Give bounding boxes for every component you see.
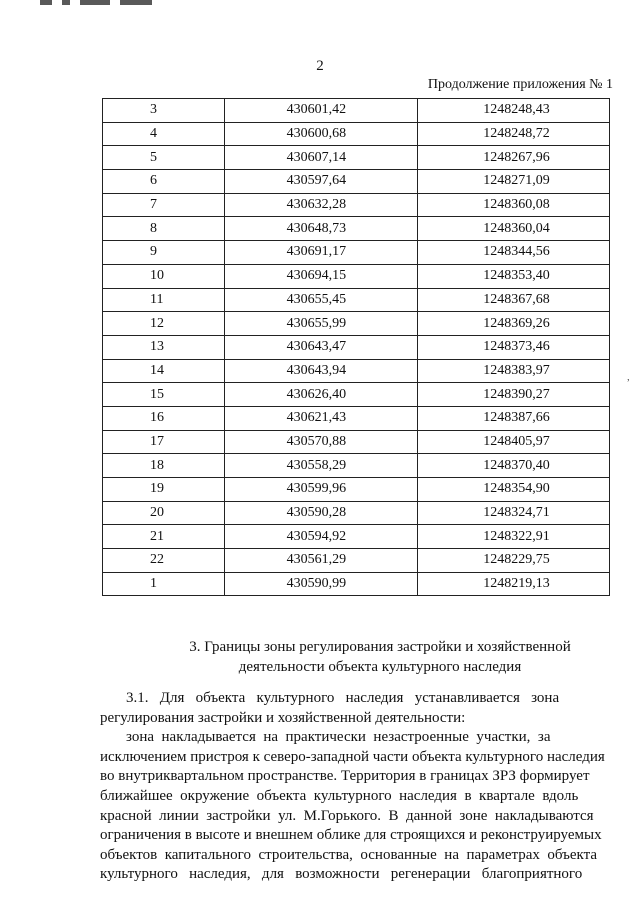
point-number-cell: 21 [103,525,225,549]
point-number-cell: 6 [103,170,225,194]
table-row [103,146,610,170]
y-coordinate-cell: 1248369,26 [418,312,610,336]
x-coordinate-cell: 430655,45 [224,288,418,312]
y-coordinate-cell: 1248248,72 [418,122,610,146]
y-coordinate-cell: 1248405,97 [418,430,610,454]
body-line-3: зона накладывается на практически незастроенные участки, за [126,729,551,746]
point-number-cell: 12 [103,312,225,336]
body-line-7: красной линии застройки ул. М.Горького. В данной зоне накладываются [100,807,594,824]
point-number-cell: 22 [103,549,225,573]
table-row [103,406,610,430]
page-number: 2 [316,58,324,74]
coordinates-table-body [103,99,610,596]
point-number-cell: 13 [103,335,225,359]
x-coordinate-cell: 430597,64 [224,170,418,194]
point-number-cell: 11 [103,288,225,312]
body-line-8: ограничения в высоте и внешнем облике для строящихся и реконструируемых [100,827,602,844]
body-line-2: регулирования застройки и хозяйственной деятельности: [100,709,466,726]
body-line-4: исключением пристроя к северо-западной части объекта культурного наследия [100,748,605,765]
point-number-cell: 4 [103,122,225,146]
table-row [103,430,610,454]
coordinates-table [102,98,610,596]
x-coordinate-cell: 430600,68 [224,122,418,146]
table-row [103,193,610,217]
y-coordinate-cell: 1248370,40 [418,454,610,478]
x-coordinate-cell: 430601,42 [224,99,418,123]
x-coordinate-cell: 430648,73 [224,217,418,241]
point-number-cell: 5 [103,146,225,170]
table-row [103,549,610,573]
point-number-cell: 18 [103,454,225,478]
y-coordinate-cell: 1248367,68 [418,288,610,312]
table-row [103,572,610,596]
x-coordinate-cell: 430558,29 [224,454,418,478]
section-heading [120,637,640,677]
x-coordinate-cell: 430694,15 [224,264,418,288]
y-coordinate-cell: 1248344,56 [418,241,610,265]
x-coordinate-cell: 430626,40 [224,383,418,407]
point-number-cell: 20 [103,501,225,525]
y-coordinate-cell: 1248354,90 [418,478,610,502]
y-coordinate-cell: 1248390,27 [418,383,610,407]
y-coordinate-cell: 1248387,66 [418,406,610,430]
x-coordinate-cell: 430590,99 [224,572,418,596]
y-coordinate-cell: 1248219,13 [418,572,610,596]
body-line-1: 3.1. Для объекта культурного наследия устанавливается зона [126,690,560,706]
table-row [103,525,610,549]
y-coordinate-cell: 1248353,40 [418,264,610,288]
x-coordinate-cell: 430561,29 [224,549,418,573]
body-text [100,689,610,885]
table-row [103,454,610,478]
body-line-5: во внутриквартальном пространстве. Территория в границах ЗРЗ формирует [100,768,590,785]
table-row [103,312,610,336]
table-row [103,241,610,265]
y-coordinate-cell: 1248383,97 [418,359,610,383]
x-coordinate-cell: 430594,92 [224,525,418,549]
y-coordinate-cell: 1248267,96 [418,146,610,170]
y-coordinate-cell: 1248360,08 [418,193,610,217]
point-number-cell: 3 [103,99,225,123]
point-number-cell: 8 [103,217,225,241]
table-row [103,383,610,407]
body-line-10: культурного наследия, для возможности регенерации благоприятного [100,866,583,883]
table-row [103,170,610,194]
y-coordinate-cell: 1248324,71 [418,501,610,525]
x-coordinate-cell: 430621,43 [224,406,418,430]
x-coordinate-cell: 430643,47 [224,335,418,359]
point-number-cell: 16 [103,406,225,430]
section-heading-line-2: деятельности объекта культурного наследия [238,659,522,675]
y-coordinate-cell: 1248271,09 [418,170,610,194]
body-line-9: объектов капитального строительства, основанные на параметрах объекта [100,846,598,863]
y-coordinate-cell: 1248229,75 [418,549,610,573]
x-coordinate-cell: 430590,28 [224,501,418,525]
table-row [103,478,610,502]
y-coordinate-cell: 1248360,04 [418,217,610,241]
point-number-cell: 17 [103,430,225,454]
x-coordinate-cell: 430655,99 [224,312,418,336]
point-number-cell: 7 [103,193,225,217]
table-row [103,264,610,288]
table-row [103,122,610,146]
point-number-cell: 14 [103,359,225,383]
y-coordinate-cell: 1248373,46 [418,335,610,359]
y-coordinate-cell: 1248322,91 [418,525,610,549]
point-number-cell: 15 [103,383,225,407]
margin-mark: , [627,371,630,383]
x-coordinate-cell: 430632,28 [224,193,418,217]
x-coordinate-cell: 430607,14 [224,146,418,170]
x-coordinate-cell: 430643,94 [224,359,418,383]
point-number-cell: 1 [103,572,225,596]
table-row [103,217,610,241]
x-coordinate-cell: 430570,88 [224,430,418,454]
table-row [103,501,610,525]
x-coordinate-cell: 430691,17 [224,241,418,265]
point-number-cell: 9 [103,241,225,265]
scan-artifact [40,0,160,5]
section-heading-line-1: 3. Границы зоны регулирования застройки и хозяйственной [189,639,571,655]
x-coordinate-cell: 430599,96 [224,478,418,502]
body-line-6: ближайшее окружение объекта культурного наследия в квартале вдоль [100,787,579,804]
continuation-label: Продолжение приложения № 1 [427,77,613,92]
table-row [103,99,610,123]
point-number-cell: 19 [103,478,225,502]
point-number-cell: 10 [103,264,225,288]
table-row [103,335,610,359]
table-row [103,359,610,383]
table-row [103,288,610,312]
y-coordinate-cell: 1248248,43 [418,99,610,123]
